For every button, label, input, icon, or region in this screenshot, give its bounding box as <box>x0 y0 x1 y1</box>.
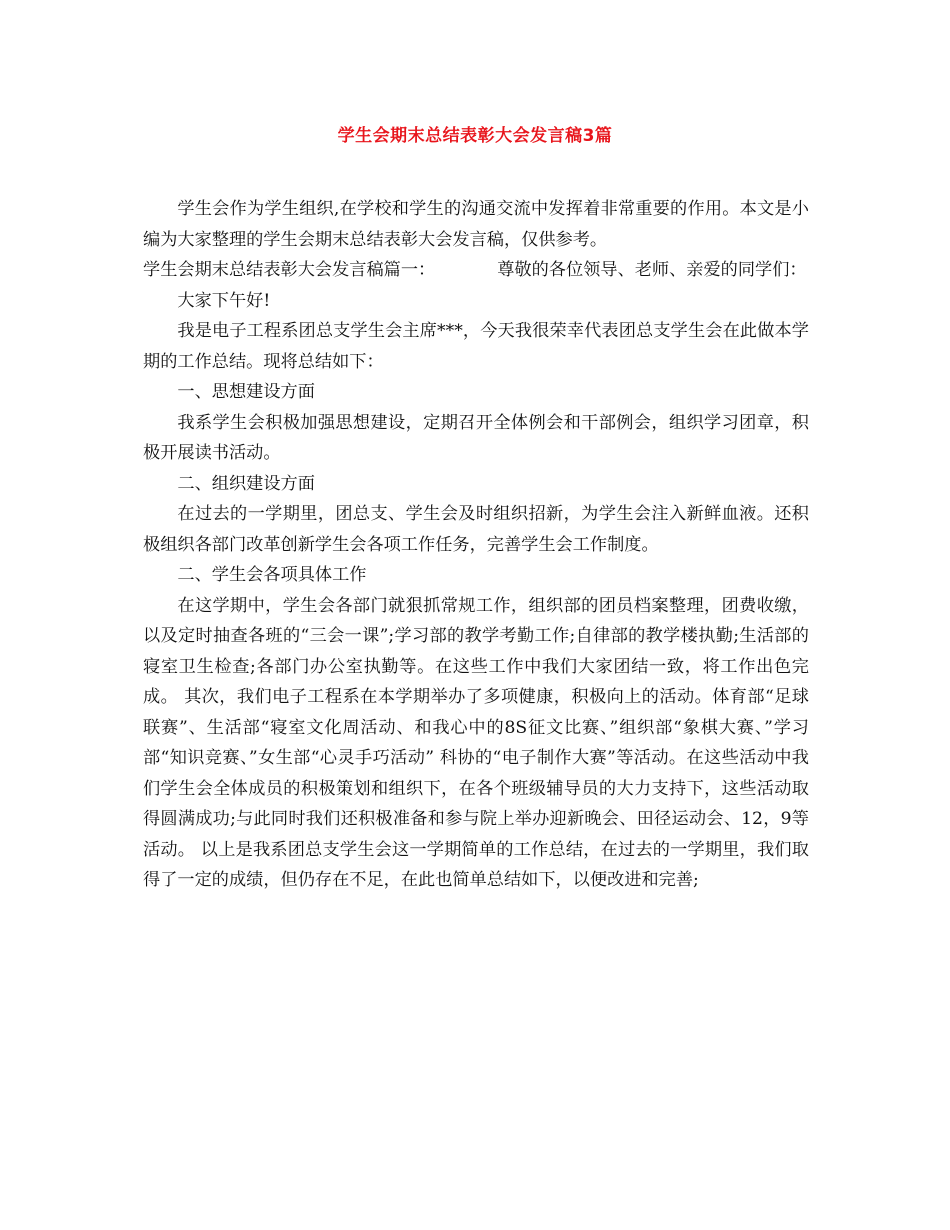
document-title: 学生会期末总结表彰大会发言稿3篇 <box>337 126 613 146</box>
document-body <box>143 194 809 896</box>
body-paragraph: 我系学生会积极加强思想建设，定期召开全体例会和干部例会，组织学习团章，积极开展读书活动。 <box>143 412 809 463</box>
body-paragraph: 在过去的一学期里，团总支、学生会及时组织招新，为学生会注入新鲜血液。还积极组织各部门改革创新学生会各项工作任务，完善学生会工作制度。 <box>143 504 809 555</box>
section-heading: 二、组织建设方面 <box>177 473 315 494</box>
speech-heading: 学生会期末总结表彰大会发言稿篇一： <box>143 260 436 280</box>
body-paragraph: 在这学期中，学生会各部门就狠抓常规工作，组织部的团员档案整理，团费收缴，以及定时抽查各班的“三会一课”;学习部的教学考勤工作;自律部的教学楼执勤;生活部的寝室卫生检查;各部门办公室执勤等。在这些工作中我们大家团结一致，将工作出色完成。 其次，我们电子工程系在本学期举办了多项健康，积极向上的活动。体育部“足球联赛”、生活部“寝室文化周活动、和我心中的8S征文比赛、”组织部“象棋大赛、”学习部“知识竞赛、”女生部“心灵手巧活动” 科协的“电子制作大赛”等活动。在这些活动中我们学生会全体成员的积极策划和组织下，在各个班级辅导员的大力支持下，这些活动取得圆满成功;与此同时我们还积极准备和参与院上举办迎新晚会、田径运动会、12，9等活动。 以上是我系团总支学生会这一学期简单的工作总结，在过去的一学期里，我们取得了一定的成绩，但仍存在不足，在此也简单总结如下，以便改进和完善; <box>143 595 809 890</box>
section-heading: 二、学生会各项具体工作 <box>177 565 367 585</box>
body-paragraph: 我是电子工程系团总支学生会主席***，今天我很荣幸代表团总支学生会在此做本学期的工作总结。现将总结如下： <box>143 321 809 372</box>
speech-heading-line <box>143 255 809 286</box>
section-heading: 一、思想建设方面 <box>177 382 315 402</box>
intro-paragraph: 学生会作为学生组织,在学校和学生的沟通交流中发挥着非常重要的作用。本文是小编为大家整理的学生会期末总结表彰大会发言稿，仅供参考。 <box>143 199 809 250</box>
salutation: 尊敬的各位领导、老师、亲爱的同学们： <box>497 260 807 280</box>
greeting: 大家下午好! <box>177 290 271 311</box>
